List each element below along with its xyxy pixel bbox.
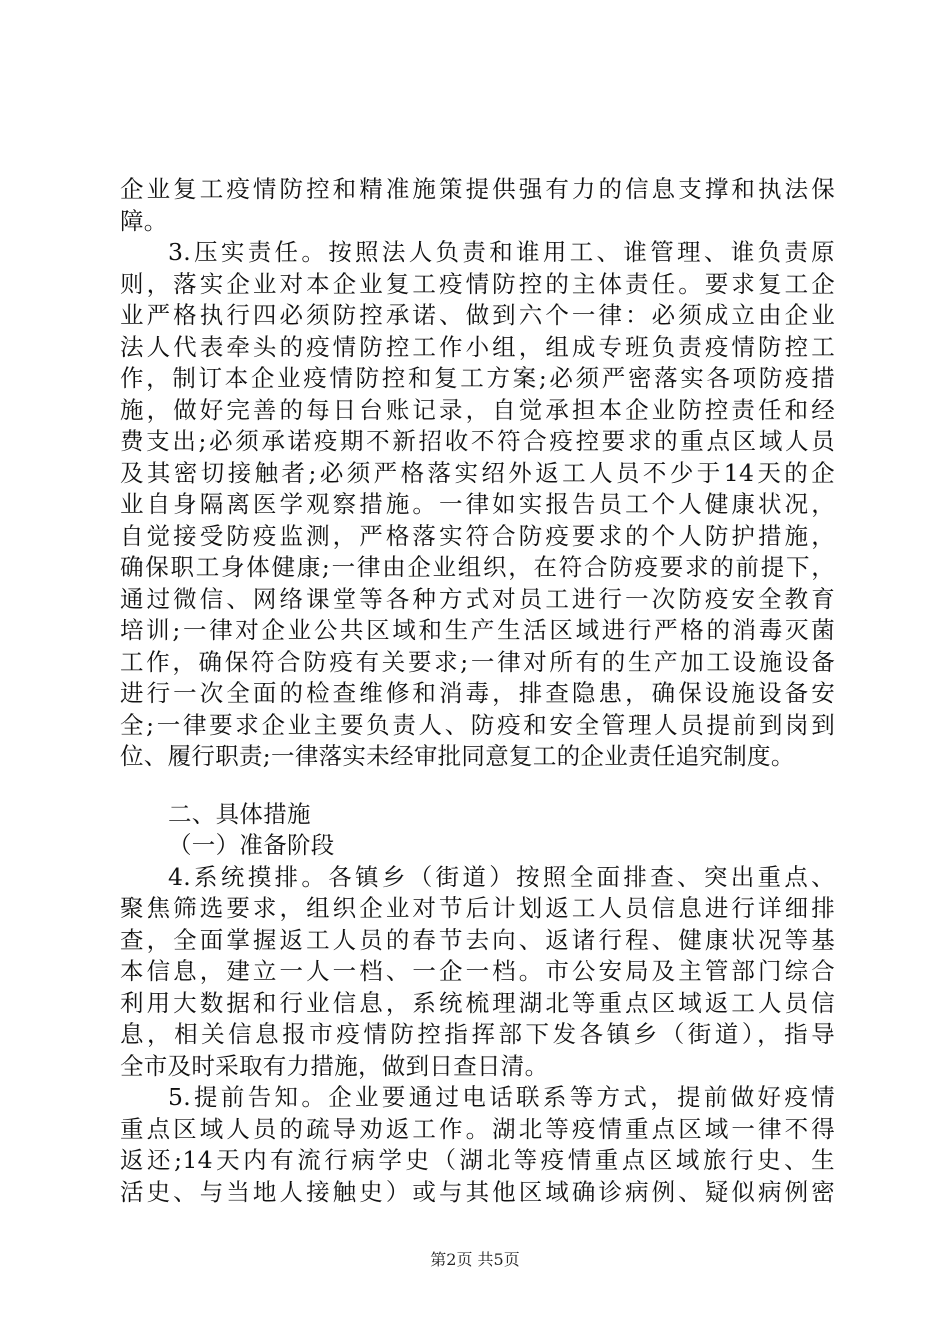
text-line: 本信息，建立一人一档、一企一档。市公安局及主管部门综合 [120,957,835,985]
paragraph-start-line: 4.系统摸排。各镇乡（街道）按照全面排查、突出重点、 [168,862,835,891]
text-line: 障。 [120,206,168,235]
document-body [120,174,835,1208]
text-line: 确保职工身体健康;一律由企业组织，在符合防疫要求的前提下， [120,553,835,581]
text-line: 工作，确保符合防疫有关要求;一律对所有的生产加工设施设备 [120,647,835,676]
page-number-footer: 第2页 共5页 [430,1250,520,1269]
text-line: 法人代表牵头的疫情防控工作小组，组成专班负责疫情防控工 [120,332,835,361]
section-heading: 二、具体措施 [168,799,311,828]
text-line: 费支出;必须承诺疫期不新招收不符合疫控要求的重点区域人员 [120,427,835,455]
text-line: 利用大数据和行业信息，系统梳理湖北等重点区域返工人员信 [120,988,835,1017]
text-line: 活史、与当地人接触史）或与其他区域确诊病例、疑似病例密 [120,1177,835,1206]
paragraph-start-line: 5.提前告知。企业要通过电话联系等方式，提前做好疫情 [168,1083,835,1111]
text-line: 施，做好完善的每日台账记录，自觉承担本企业防控责任和经 [120,395,835,424]
text-line: 重点区域人员的疏导劝返工作。湖北等疫情重点区域一律不得 [120,1114,835,1143]
text-line: 自觉接受防疫监测，严格落实符合防疫要求的个人防护措施， [120,521,835,550]
text-line: 培训;一律对企业公共区域和生产生活区域进行严格的消毒灭菌 [120,616,835,644]
text-line: 则，落实企业对本企业复工疫情防控的主体责任。要求复工企 [120,269,835,298]
text-line: 通过微信、网络课堂等各种方式对员工进行一次防疫安全教育 [120,584,835,613]
text-line: 查，全面掌握返工人员的春节去向、返诸行程、健康状况等基 [120,925,835,954]
text-line: 进行一次全面的检查维修和消毒，排查隐患，确保设施设备安 [120,679,835,707]
text-line: 作，制订本企业疫情防控和复工方案;必须严密落实各项防疫措 [120,364,835,392]
text-line: 业严格执行四必须防控承诺、做到六个一律：必须成立由企业 [120,301,835,329]
section-gap [120,773,835,799]
text-line: 聚焦筛选要求，组织企业对节后计划返工人员信息进行详细排 [120,894,835,922]
text-line: 及其密切接触者;必须严格落实绍外返工人员不少于14天的企 [120,458,835,487]
text-line: 返还;14天内有流行病学史（湖北等疫情重点区域旅行史、生 [120,1146,835,1174]
paragraph-start-line: 3.压实责任。按照法人负责和谁用工、谁管理、谁负责原 [168,238,835,266]
subsection-heading: （一）准备阶段 [168,831,335,859]
text-line: 业自身隔离医学观察措施。一律如实报告员工个人健康状况， [120,490,835,518]
text-line: 全市及时采取有力措施，做到日查日清。 [120,1051,549,1080]
text-line: 位、履行职责;一律落实未经审批同意复工的企业责任追究制度。 [120,742,795,770]
text-line: 全;一律要求企业主要负责人、防疫和安全管理人员提前到岗到 [120,710,835,739]
text-line: 企业复工疫情防控和精准施策提供强有力的信息支撑和执法保 [120,175,835,203]
text-line: 息，相关信息报市疫情防控指挥部下发各镇乡（街道），指导 [120,1020,835,1048]
